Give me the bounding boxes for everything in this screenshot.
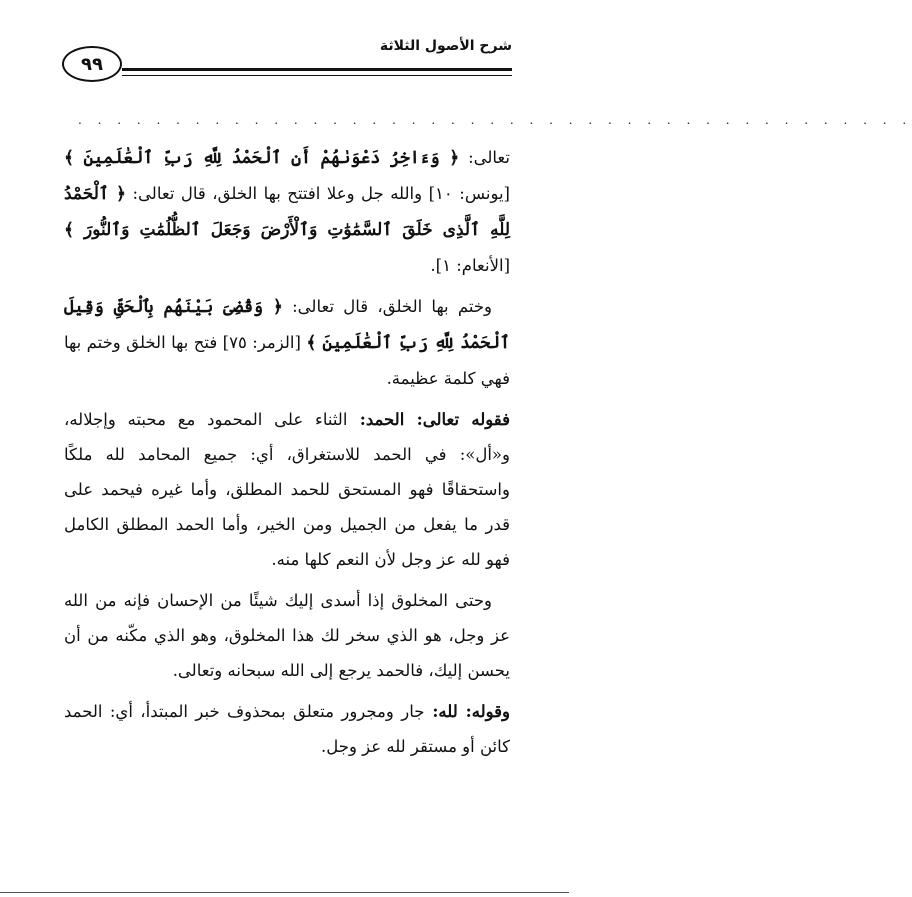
page-header — [62, 38, 512, 92]
paragraph — [64, 694, 510, 764]
text-segment: وحتى المخلوق إذا أسدى إليك شيئًا من الإحسان فإنه من الله عز وجل، هو الذي سخر لك هذا المخلوق، وهو الذي مكّنه من أن يحسن إليك، فالحمد يرجع إلى الله سبحانه وتعالى. — [64, 591, 510, 680]
book-title: شرح الأصول الثلاثة — [379, 38, 512, 54]
dotted-separator: . . . . . . . . . . . . . . . . . . . . . . . . . . . . . . . . . . . . . . . . . . . — [78, 113, 912, 127]
paragraph — [64, 140, 510, 283]
term-heading: فقوله تعالى: الحمد: — [347, 410, 511, 429]
text-segment: جار ومجرور متعلق بمحذوف خبر المبتدأ، أي: الحمد كائن أو مستقر لله عز وجل. — [64, 702, 510, 756]
body-text — [64, 140, 510, 770]
text-segment: تعالى: — [459, 148, 510, 167]
text-segment: [يونس: ١٠] والله جل وعلا افتتح بها الخلق، قال تعالى: — [126, 184, 510, 203]
text-segment: الثناء على المحمود مع محبته وإجلاله، و«أل»: في الحمد للاستغراق، أي: جميع المحامد لله ملكًا واستحقاقًا فهو المستحق للحمد المطلق، وأما غيره فيحمد على قدر ما يفعل من الجميل ومن الخير، وأما الحمد المطلق الكامل فهو لله عز وجل لأن النعم كلها منه. — [64, 410, 510, 569]
quran-verse: ﴿ ٱلْحَمْدُ لِلَّهِ ٱلَّذِى خَلَقَ ٱلسَّمَٰوَٰتِ وَٱلْأَرْضَ وَجَعَلَ ٱلظُّلُمَٰتِ وَٱلنُّورَ ﴾ — [64, 184, 510, 240]
bottom-border — [0, 892, 569, 893]
header-rule-thick — [122, 68, 512, 71]
quran-verse: ﴿ وَءَاخِرُ دَعْوَىٰهُمْ أَنِ ٱلْحَمْدُ لِلَّهِ رَبِّ ٱلْعَٰلَمِينَ ﴾ — [64, 148, 460, 168]
paragraph — [64, 402, 510, 577]
text-segment: وختم بها الخلق، قال تعالى: — [282, 297, 492, 316]
text-segment: [الزمر: ٧٥] فتح بها الخلق وختم بها فهي كلمة عظيمة. — [64, 333, 510, 388]
quran-verse: ﴿ وَقُضِىَ بَيْنَهُم بِٱلْحَقِّ وَقِيلَ ٱلْحَمْدُ لِلَّهِ رَبِّ ٱلْعَٰلَمِينَ ﴾ — [64, 297, 510, 353]
paragraph — [64, 289, 510, 396]
text-segment: [الأنعام: ١]. — [430, 256, 510, 275]
term-heading: وقوله: لله: — [424, 702, 510, 721]
page-number: ٩٩ — [62, 46, 122, 82]
header-rule-thin — [122, 75, 512, 76]
paragraph — [64, 583, 510, 688]
